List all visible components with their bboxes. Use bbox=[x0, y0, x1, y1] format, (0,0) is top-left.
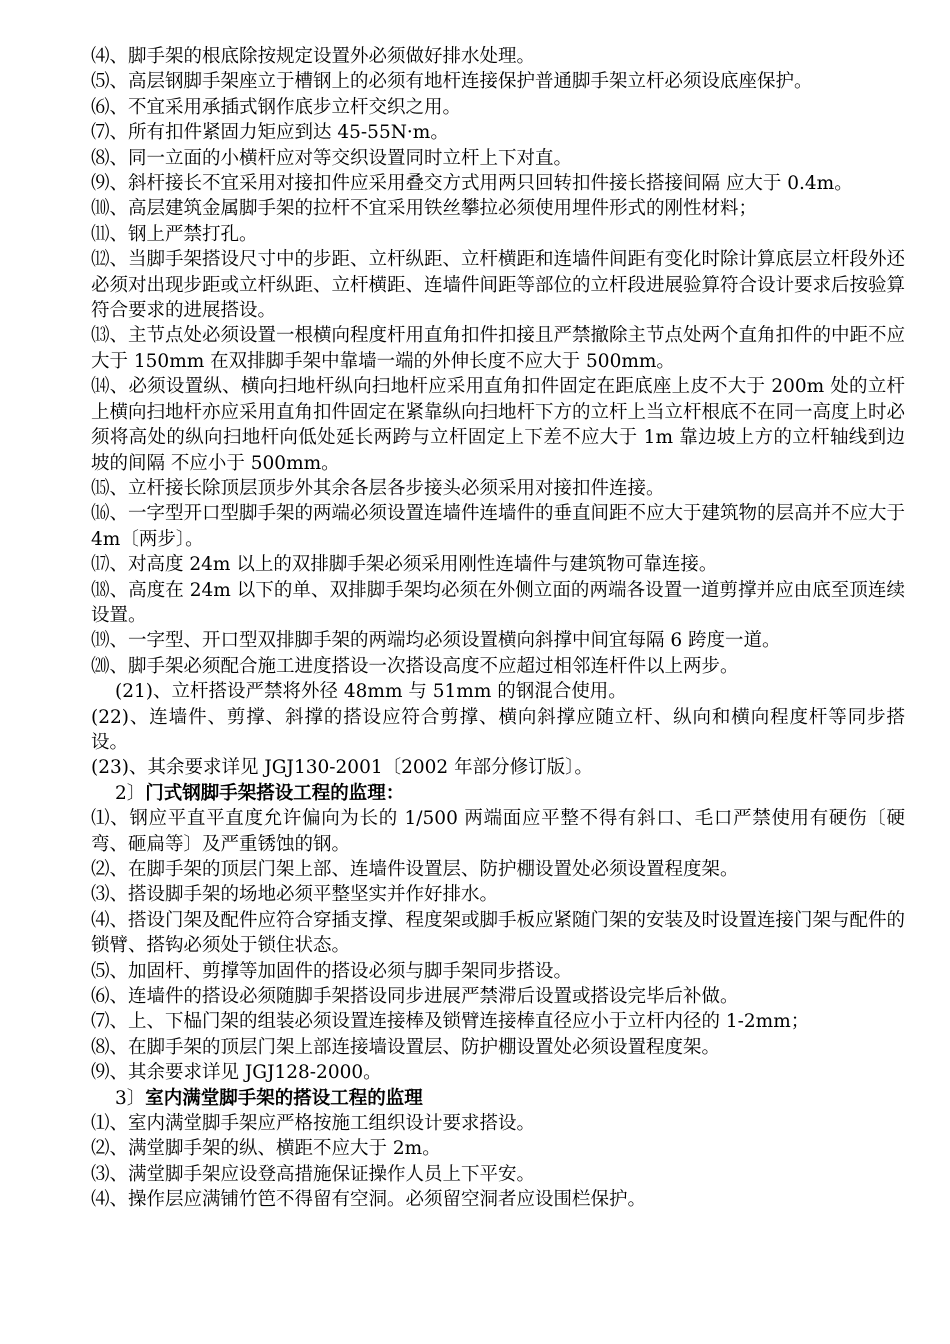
list-item: ⑹、连墙件的搭设必须随脚手架搭设同步进展严禁滞后设置或搭设完毕后补做。 bbox=[91, 986, 739, 1008]
scaffold-general-section bbox=[91, 44, 905, 679]
list-item: ⑻、同一立面的小横杆应对等交织设置同时立杆上下对直。 bbox=[91, 147, 573, 169]
list-item: ⑺、上、下榀门架的组装必须设置连接棒及锁臂连接棒直径应小于立杆内径的 1-2mm； bbox=[91, 1011, 810, 1033]
list-item: ⑸、加固杆、剪撑等加固件的搭设必须与脚手架同步搭设。 bbox=[91, 960, 573, 982]
list-item: ⑾、钢上严禁打孔。 bbox=[91, 223, 258, 245]
item-23: (23)、其余要求详见 JGJ130-2001〔2002 年部分修订版〕。 bbox=[91, 757, 593, 779]
list-item: ⑵、在脚手架的顶层门架上部、连墙件设置层、防护棚设置处必须设置程度架。 bbox=[91, 859, 739, 880]
list-item: ⒇、脚手架必须配合施工进度搭设一次搭设高度不应超过相邻连杆件以上两步。 bbox=[91, 655, 739, 677]
list-item: ⑻、在脚手架的顶层门架上部连接墙设置层、防护棚设置处必须设置程度架。 bbox=[91, 1036, 721, 1058]
list-item: ⑽、高层建筑金属脚手架的拉杆不宜采用铁丝攀拉必须使用埋件形式的刚性材料； bbox=[91, 198, 758, 220]
heading-text: 室内满堂脚手架的搭设工程的监理 bbox=[145, 1087, 423, 1109]
item-22: (22)、连墙件、剪撑、斜撑的搭设应符合剪撑、横向斜撑应随立杆、纵向和横向程度杆等同步搭设。 bbox=[91, 706, 905, 753]
list-item: ⒃、一字型开口型脚手架的两端必须设置连墙件连墙件的垂直间距不应大于建筑物的层高并不应大于 4m〔两步〕。 bbox=[91, 503, 906, 550]
list-item: ⑷、操作层应满铺竹笆不得留有空洞。必须留空洞者应设围栏保护。 bbox=[91, 1189, 647, 1211]
list-item: ⑿、当脚手架搭设尺寸中的步距、立杆纵距、立杆横距和连墙件间距有变化时除计算底层立杆段外还必须对出现步距或立杆纵距、立杆横距、连墙件间距等部位的立杆段进展验算符合设计要求后按验算符合要求的进展搭设。 bbox=[91, 249, 906, 322]
heading-text: 门式钢脚手架搭设工程的监理： bbox=[145, 782, 405, 804]
list-item: ⑷、脚手架的根底除按规定设置外必须做好排水处理。 bbox=[91, 46, 536, 67]
indoor-scaffold-section bbox=[91, 1111, 905, 1213]
list-item: ⑶、满堂脚手架应设登高措施保证操作人员上下平安。 bbox=[91, 1163, 536, 1185]
list-item: ⑷、搭设门架及配件应符合穿插支撑、程度架或脚手板应紧随门架的安装及时设置连接门架与配件的锁臂、搭钩必须处于锁住状态。 bbox=[91, 909, 906, 957]
list-item: ⑼、斜杆接长不宜采用对接扣件应采用叠交方式用两只回转扣件接长搭接间隔 应大于 0.4m。 bbox=[91, 173, 853, 195]
list-item: ⑹、不宜采用承插式钢作底步立杆交织之用。 bbox=[91, 96, 462, 118]
list-item: ⑺、所有扣件紧固力矩应到达 45-55N·m。 bbox=[91, 122, 449, 144]
list-item: ⒀、主节点处必须设置一根横向程度杆用直角扣件扣接且严禁撤除主节点处两个直角扣件的中距不应大于 150mm 在双排脚手架中靠墙一端的外伸长度不应大于 500mm。 bbox=[91, 325, 906, 372]
list-item: ⑶、搭设脚手架的场地必须平整坚实并作好排水。 bbox=[91, 884, 499, 906]
list-item: ⒂、立杆接长除顶层顶步外其余各层各步接头必须采用对接扣件连接。 bbox=[91, 477, 665, 499]
section-heading-door-scaffold bbox=[91, 781, 905, 806]
list-item: ⑸、高层钢脚手架座立于槽钢上的必须有地杆连接保护普通脚手架立杆必须设底座保护。 bbox=[91, 71, 813, 93]
item-21: (21)、立杆搭设严禁将外径 48mm 与 51mm 的钢混合使用。 bbox=[115, 681, 627, 703]
list-item: ⑼、其余要求详见 JGJ128-2000。 bbox=[91, 1062, 382, 1084]
list-item: ⑵、满堂脚手架的纵、横距不应大于 2m。 bbox=[91, 1138, 441, 1160]
heading-number: 3〕 bbox=[115, 1087, 146, 1109]
heading-number: 2〕 bbox=[115, 782, 146, 804]
list-item: ⒄、对高度 24m 以上的双排脚手架必须采用刚性连墙件与建筑物可靠连接。 bbox=[91, 554, 718, 576]
list-item: ⒆、一字型、开口型双排脚手架的两端均必须设置横向斜撑中间宜每隔 6 跨度一道。 bbox=[91, 630, 781, 652]
list-item: ⑴、室内满堂脚手架应严格按施工组织设计要求搭设。 bbox=[91, 1113, 536, 1135]
list-item: ⒁、必须设置纵、横向扫地杆纵向扫地杆应采用直角扣件固定在距底座上皮不大于 200m 处的立杆上横向扫地杆亦应采用直角扣件固定在紧靠纵向扫地杆下方的立杆上当立杆根底不在同一高度上时必须将高处的纵向扫地杆向低处延长两跨与立杆固定上下差不应大于 1m 靠边坡上方的立杆轴线到边坡的间隔 不应小于 500mm。 bbox=[91, 376, 906, 474]
list-item: ⒅、高度在 24m 以下的单、双排脚手架均必须在外侧立面的两端各设置一道剪撑并应由底至顶连续设置。 bbox=[91, 579, 905, 626]
section-heading-indoor-scaffold bbox=[91, 1086, 905, 1111]
document-page bbox=[91, 44, 905, 1213]
door-scaffold-section bbox=[91, 806, 905, 1085]
list-item: ⑴、钢应平直平直度允许偏向为长的 1/500 两端面应平整不得有斜口、毛口严禁使用有硬伤〔硬弯、砸扁等〕及严重锈蚀的钢。 bbox=[91, 808, 905, 855]
